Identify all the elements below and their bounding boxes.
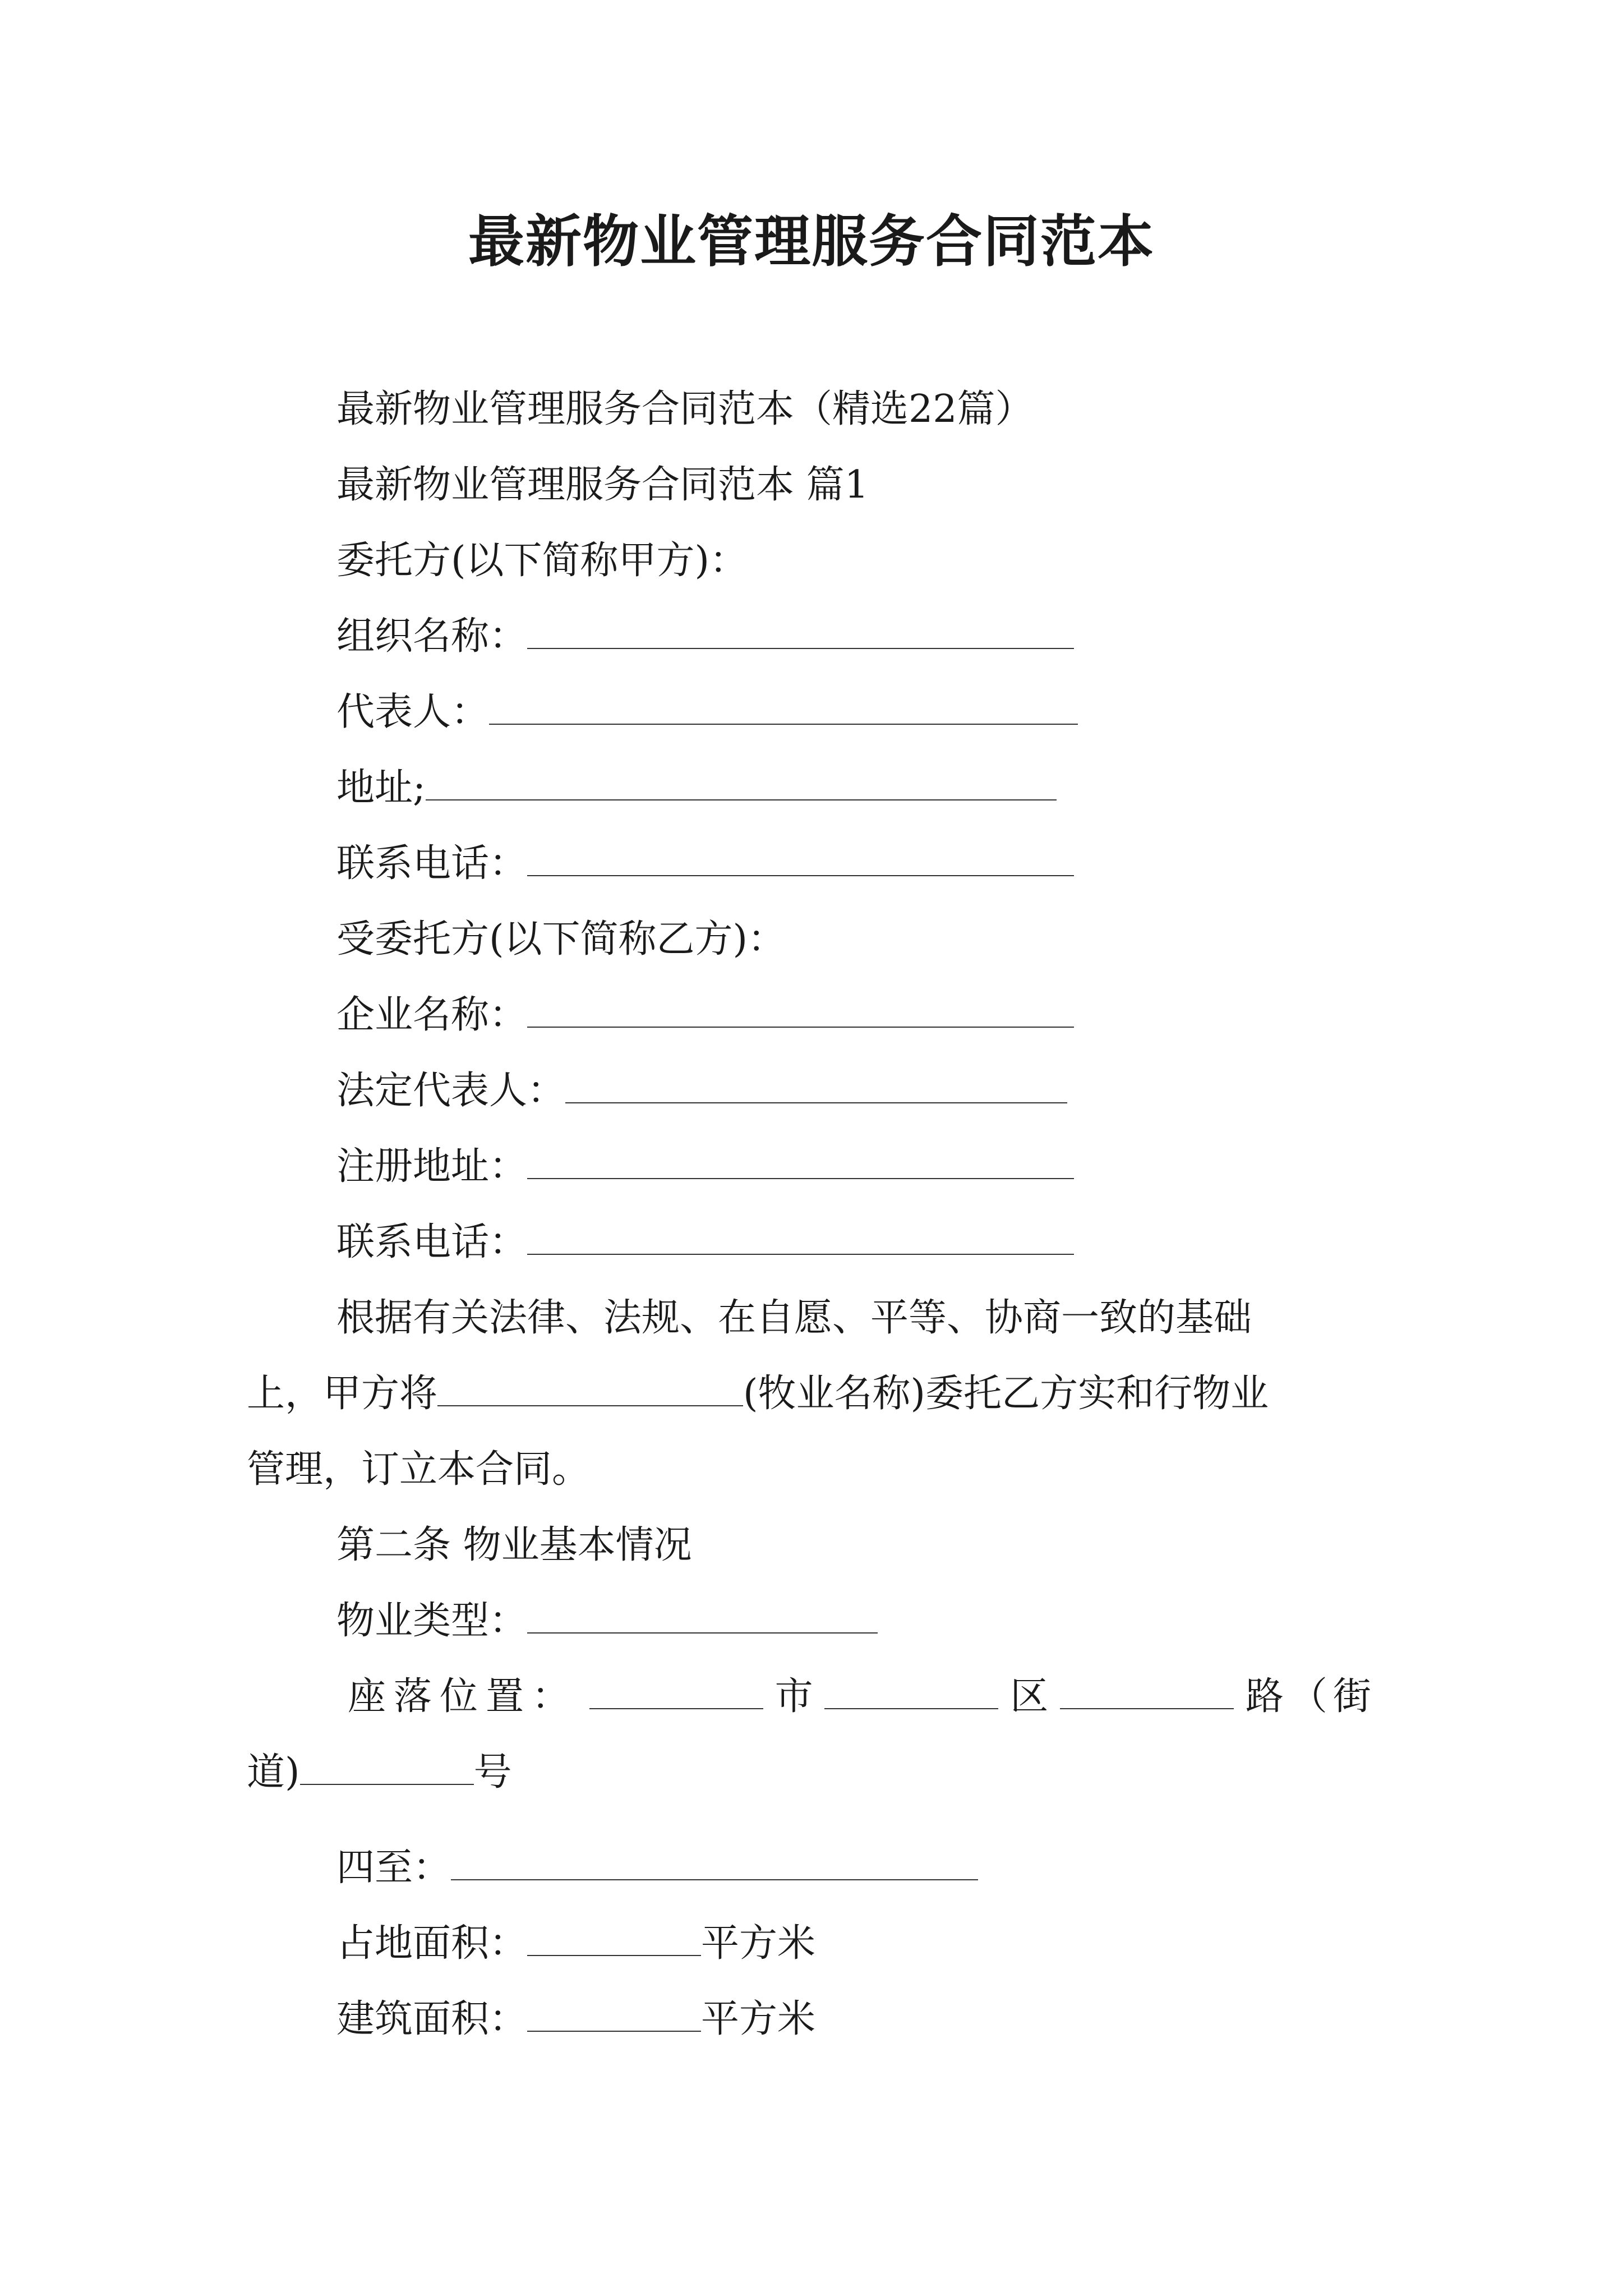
party-b-heading: 受委托方(以下简称乙方)： bbox=[336, 917, 786, 961]
road-label: 路（街 bbox=[1245, 1674, 1377, 1719]
road-blank[interactable] bbox=[1060, 1673, 1234, 1709]
party-b-legal-rep-row bbox=[336, 1060, 1067, 1122]
party-a-representative-label: 代表人： bbox=[336, 690, 490, 734]
party-a-representative-row bbox=[336, 682, 1078, 743]
party-a-org-name-label: 组织名称： bbox=[336, 614, 528, 659]
location-row bbox=[348, 1666, 1377, 1728]
district-blank[interactable] bbox=[824, 1673, 998, 1709]
city-blank[interactable] bbox=[589, 1673, 763, 1709]
party-b-legal-rep-label: 法定代表人： bbox=[336, 1069, 566, 1113]
building-area-row bbox=[336, 1989, 815, 2050]
party-a-address-blank[interactable] bbox=[426, 765, 1057, 800]
party-b-phone-blank[interactable] bbox=[527, 1219, 1074, 1255]
party-a-heading: 委托方(以下简称甲方)： bbox=[336, 539, 748, 583]
subtitle: 最新物业管理服务合同范本（精选22篇） bbox=[336, 387, 1034, 431]
intro-line-2 bbox=[247, 1363, 1269, 1425]
city-label: 市 bbox=[774, 1674, 813, 1719]
party-b-phone-row bbox=[336, 1212, 1074, 1273]
party-b-company-name-label: 企业名称： bbox=[336, 993, 528, 1037]
party-b-reg-address-blank[interactable] bbox=[527, 1143, 1074, 1179]
house-number-blank[interactable] bbox=[300, 1749, 474, 1785]
party-a-org-name-blank[interactable] bbox=[527, 613, 1074, 649]
boundaries-label: 四至： bbox=[336, 1846, 451, 1890]
party-a-address-label: 地址; bbox=[336, 766, 426, 810]
party-a-phone-row bbox=[336, 833, 1074, 895]
intro-line-2-start: 上，甲方将 bbox=[247, 1372, 438, 1416]
party-b-company-name-blank[interactable] bbox=[527, 992, 1074, 1028]
party-b-reg-address-row bbox=[336, 1136, 1074, 1198]
party-b-phone-label: 联系电话： bbox=[336, 1220, 528, 1264]
land-area-label: 占地面积： bbox=[336, 1921, 528, 1966]
part-heading: 最新物业管理服务合同范本 篇1 bbox=[336, 463, 869, 507]
party-a-address-row bbox=[336, 757, 1057, 819]
land-area-unit: 平方米 bbox=[701, 1921, 816, 1966]
number-label: 号 bbox=[473, 1750, 512, 1795]
intro-line-3: 管理，订立本合同。 bbox=[247, 1447, 591, 1492]
party-a-org-name-row bbox=[336, 606, 1074, 668]
party-b-company-name-row bbox=[336, 984, 1074, 1046]
location-row-cont bbox=[247, 1742, 512, 1803]
property-type-label: 物业类型： bbox=[336, 1599, 528, 1643]
party-b-legal-rep-blank[interactable] bbox=[565, 1068, 1067, 1103]
district-label: 区 bbox=[1010, 1674, 1049, 1719]
building-area-unit: 平方米 bbox=[701, 1997, 816, 2041]
party-a-representative-blank[interactable] bbox=[489, 689, 1078, 725]
location-label: 座落位置： bbox=[348, 1674, 578, 1719]
document-title: 最新物业管理服务合同范本 bbox=[468, 208, 1155, 274]
article-2-heading: 第二条 物业基本情况 bbox=[336, 1523, 692, 1567]
intro-line-1: 根据有关法律、法规、在自愿、平等、协商一致的基础 bbox=[336, 1296, 1252, 1340]
boundaries-row bbox=[336, 1837, 978, 1899]
boundaries-blank[interactable] bbox=[451, 1844, 978, 1880]
party-a-phone-blank[interactable] bbox=[527, 840, 1074, 876]
party-a-phone-label: 联系电话： bbox=[336, 841, 528, 886]
property-type-row bbox=[336, 1590, 878, 1652]
building-area-label: 建筑面积： bbox=[336, 1997, 528, 2041]
land-area-row bbox=[336, 1913, 815, 1975]
land-area-blank[interactable] bbox=[527, 1920, 701, 1956]
property-name-blank[interactable] bbox=[437, 1370, 743, 1406]
building-area-blank[interactable] bbox=[527, 1996, 701, 2032]
street-label: 道) bbox=[247, 1750, 300, 1795]
party-b-reg-address-label: 注册地址： bbox=[336, 1144, 528, 1189]
property-type-blank[interactable] bbox=[527, 1598, 878, 1634]
intro-line-2-end: (牧业名称)委托乙方实和行物业 bbox=[743, 1372, 1269, 1416]
